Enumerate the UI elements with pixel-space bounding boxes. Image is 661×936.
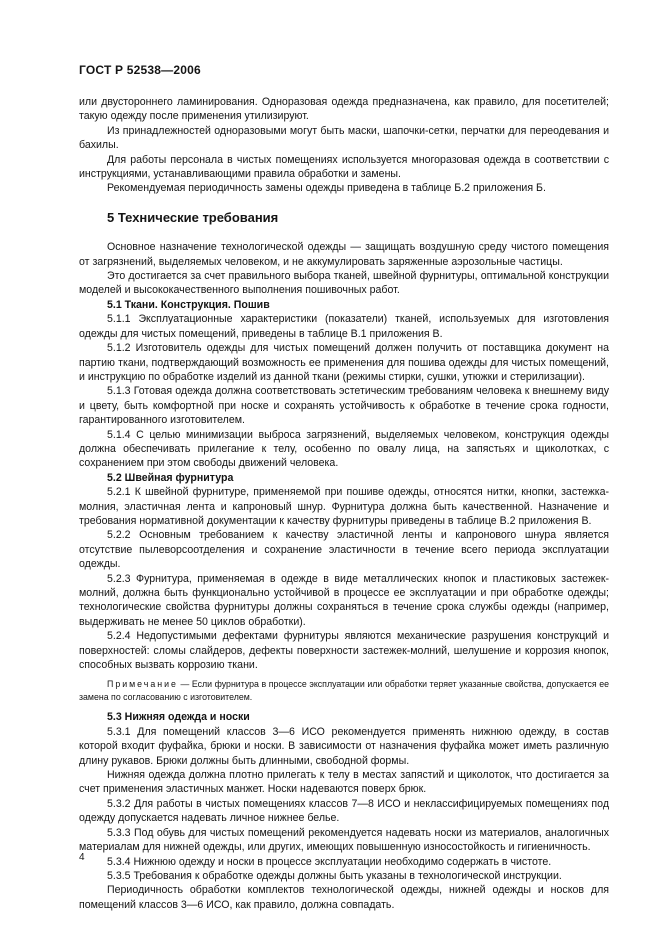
- subsection-title: 5.2 Швейная фурнитура: [107, 471, 234, 484]
- clause: 5.1.2 Изготовитель одежды для чистых помещений должен получить от поставщика документ на партию ткани, подтверждающий возможность ее применения для пошива одежды для чистых помещений, и инструкцию по обработке изделий из данной ткани (режимы стирки, сушки, утюжки и стерилизации).: [79, 342, 609, 383]
- section-title: 5 Технические требования: [107, 209, 279, 225]
- clause: 5.2.3 Фурнитура, применяемая в одежде в виде металлических кнопок и пластиковых застежек-молний, должна быть функционально устойчивой в процессе ее эксплуатации и при обработке одежды; технологические свойства фурнитуры должны сохраняться в течение срока службы одежды (например, выдерживать не менее 50 циклов обработки).: [79, 572, 609, 628]
- clause: 5.2.2 Основным требованием к качеству эластичной ленты и капронового шнура является отсутствие пылеворсоотделения и сохранение эластичности в течение всего периода эксплуатации одежды.: [79, 529, 609, 571]
- note-text: — Если фурнитура в процессе эксплуатации или обработки теряет указанные свойства, допускается ее замена по согласованию с изготовителем.: [79, 679, 609, 703]
- clause: 5.3.4 Нижнюю одежду и носки в процессе эксплуатации необходимо содержать в чистоте.: [107, 855, 552, 868]
- subsection-title: 5.3 Нижняя одежда и носки: [107, 711, 250, 724]
- clause: 5.3.1 Для помещений классов 3—6 ИСО рекомендуется применять нижнюю одежду, в состав которой входит фуфайка, брюки и носки. В зависимости от назначения фуфайка может иметь различную длину рукавов. Брюки должны быть длинными, свободной формы.: [79, 725, 609, 767]
- paragraph: Основное назначение технологической одежды — защищать воздушную среду чистого помещения от загрязнений, выделяемых человеком, и не аккумулировать заряженные аэрозольные частицы.: [79, 241, 609, 268]
- paragraph: Из принадлежностей одноразовыми могут быть маски, шапочки-сетки, перчатки для переодевания и бахилы.: [79, 124, 609, 152]
- paragraph: Для работы персонала в чистых помещениях используется многоразовая одежда в соответствии с инструкциями, устанавливающими правила обработки и замены.: [79, 153, 609, 181]
- paragraph: Нижняя одежда должна плотно прилегать к телу в местах запястий и щиколоток, что достигается за счет применения эластичных манжет. Носки надеваются поверх брюк.: [79, 769, 609, 796]
- clause: 5.1.3 Готовая одежда должна соответствовать эстетическим требованиям человека к внешнему виду и цвету, быть комфортной при носке и сохранять устойчивость к обработке в течение срока годности, гарантированного изготовителем.: [79, 385, 609, 427]
- note-label: Примечание: [107, 679, 178, 690]
- clause: 5.3.3 Под обувь для чистых помещений рекомендуется надевать носки из материалов, аналогичных материалам для нижней одежды, или других, имеющих повышенную износостойкость и гигиеничность.: [79, 826, 609, 854]
- standard-header: ГОСТ Р 52538—2006: [79, 63, 201, 77]
- subsection-title: 5.1 Ткани. Конструкция. Пошив: [107, 298, 270, 311]
- clause: 5.1.1 Эксплуатационные характеристики (показатели) тканей, используемых для изготовления одежды для чистых помещений, приведены в таблице В.1 приложения В.: [79, 313, 609, 340]
- clause: 5.3.5 Требования к обработке одежды должны быть указаны в технологической инструкции.: [107, 869, 562, 882]
- clause: 5.2.1 К швейной фурнитуре, применяемой при пошиве одежды, относятся нитки, кнопки, застежка-молния, эластичная лента и капроновый шнур. Фурнитура должна быть качественной. Назначение и требования нормативной документации к качеству фурнитуры приведены в таблице В.2 приложения В.: [79, 486, 609, 527]
- clause: 5.3.2 Для работы в чистых помещениях классов 7—8 ИСО и неклассифицируемых помещениях под одежду допускается надевать личное нижнее белье.: [79, 797, 609, 825]
- clause: 5.1.4 С целью минимизации выброса загрязнений, выделяемых человеком, конструкция одежды должна обеспечивать прилегание к телу, особенно по овалу лица, на запястьях и щиколотках, с сохранением при этом свободы движений человека.: [79, 428, 609, 470]
- document-body: [79, 95, 609, 912]
- page-number: 4: [79, 852, 85, 863]
- paragraph: Периодичность обработки комплектов технологической одежды, нижней одежды и носков для помещений классов 3—6 ИСО, как правило, должна совпадать.: [79, 884, 609, 911]
- paragraph: Это достигается за счет правильного выбора тканей, швейной фурнитуры, оптимальной конструкции моделей и высококачественного выполнения пошивочных работ.: [79, 270, 609, 297]
- note: [79, 678, 609, 704]
- paragraph: или двустороннего ламинирования. Одноразовая одежда предназначена, как правило, для посетителей; такую одежду после применения утилизируют.: [79, 96, 609, 123]
- clause: 5.2.4 Недопустимыми дефектами фурнитуры являются механические разрушения конструкций и поверхностей: сломы слайдеров, дефекты поверхности застежек-молний, шелушение и коррозия кнопок, способных вызвать коррозию ткани.: [79, 630, 609, 672]
- paragraph: Рекомендуемая периодичность замены одежды приведена в таблице Б.2 приложения Б.: [107, 182, 546, 195]
